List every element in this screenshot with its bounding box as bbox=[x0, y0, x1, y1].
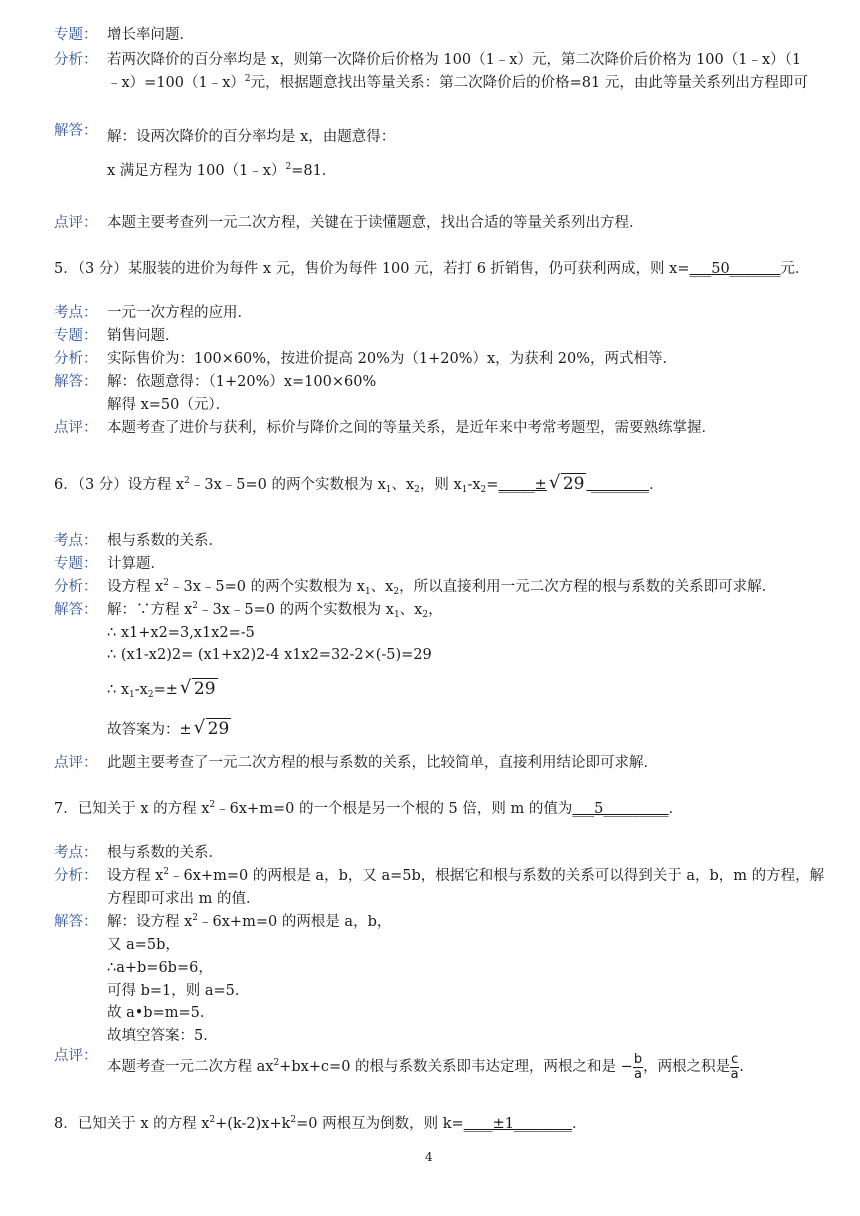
answer-blank: ____±1________ bbox=[463, 1116, 573, 1132]
solution-label: 解答： bbox=[54, 374, 98, 390]
analysis-line-2: 方程即可求出 m 的值． bbox=[107, 891, 261, 907]
solution-line-5: 故 a•b=m=5． bbox=[107, 1005, 215, 1021]
question-8: 8．已知关于 x 的方程 $x^2+(k-2)x+k^2=0$ 两根互为倒数，则 k=____±1________． bbox=[54, 1115, 587, 1132]
solution-label: 解答： bbox=[54, 123, 98, 139]
question-6: 6．（3 分）设方程 $x^2﹣3x﹣5=0$ 的两个实数根为 $x_1$、$x_2$，则 $x_1-x_2=\_\_\_\_\_\pm$ √ 29 ________． bbox=[54, 472, 664, 495]
topic-label: 专题： bbox=[54, 27, 98, 43]
question-5: 5．（3 分）某服装的进价为每件 x 元，售价为每件 100 元，若打 6 折销售，仍可获利两成，则 x=___50_______元． bbox=[54, 261, 810, 277]
point-text: 一元一次方程的应用． bbox=[107, 305, 252, 321]
solution-line-3: ∴ (x1-x2)2= (x1+x2)2-4 x1x2=32-2×(-5)=29 bbox=[107, 647, 432, 663]
solution-line-4: 可得 b=1，则 a=5． bbox=[107, 983, 250, 999]
comment-label: 点评： bbox=[54, 215, 98, 231]
topic-label: 专题： bbox=[54, 556, 98, 572]
analysis-label: 分析： bbox=[54, 579, 98, 595]
solution-line-5: 故答案为：± √ 29 bbox=[107, 717, 230, 739]
comment-label: 点评： bbox=[54, 755, 98, 771]
analysis-line-2: ﹣x）=100（1﹣x）$^2$元，根据题意找出等量关系：第二次降价后的价格=81 元，由此等量关系列出方程即可 bbox=[107, 74, 808, 91]
comment-text: 此题主要考查了一元二次方程的根与系数的关系，比较简单，直接利用结论即可求解． bbox=[107, 755, 658, 771]
comment-text: 本题考查一元二次方程 $ax^2+bx+c=0$ 的根与系数关系即韦达定理，两根之和是 − $\frac{b}{a}$ ，两根之积是 $\frac{c}{a}$ . bbox=[107, 1051, 744, 1082]
point-text: 根与系数的关系． bbox=[107, 845, 223, 861]
comment-text: 本题主要考查列一元二次方程，关键在于读懂题意，找出合适的等量关系列出方程． bbox=[107, 215, 644, 231]
solution-line-3: ∴a+b=6b=6， bbox=[107, 960, 213, 976]
answer-blank: ___5_________ bbox=[572, 801, 669, 817]
topic-text: 计算题． bbox=[107, 556, 165, 572]
solution-line-1: 解：设方程 $x^2﹣6x+m=0$ 的两根是 a，b， bbox=[107, 913, 392, 930]
analysis-line-1: 若两次降价的百分率均是 x，则第一次降价后价格为 100（1﹣x）元，第二次降价后价格为 100（1﹣x）（1 bbox=[107, 52, 802, 68]
topic-label: 专题： bbox=[54, 328, 98, 344]
answer-blank: ___50_______ bbox=[689, 261, 781, 277]
solution-line-2: x 满足方程为 100（1﹣x）$^2$=81． bbox=[107, 162, 337, 179]
analysis-text: 实际售价为：100×60%，按进价提高 20%为（1+20%）x，为获利 20%，两式相等． bbox=[107, 351, 678, 367]
solution-line-1: 解：依题意得：（1+20%）x=100×60% bbox=[107, 374, 377, 390]
solution-label: 解答： bbox=[54, 914, 98, 930]
point-label: 考点： bbox=[54, 845, 98, 861]
fraction-c-over-a: $\frac{c}{a}$ bbox=[730, 1051, 739, 1082]
page-number: 4 bbox=[425, 1150, 433, 1164]
solution-line-2: 又 a=5b， bbox=[107, 937, 180, 953]
comment-label: 点评： bbox=[54, 420, 98, 436]
solution-label: 解答： bbox=[54, 602, 98, 618]
solution-line-6: 故填空答案：5． bbox=[107, 1028, 218, 1044]
sqrt-symbol: √ 29 bbox=[193, 717, 230, 739]
point-label: 考点： bbox=[54, 533, 98, 549]
topic-text: 销售问题． bbox=[107, 328, 180, 344]
fraction-b-over-a: $\frac{b}{a}$ bbox=[633, 1051, 643, 1082]
solution-line-2: 解得 x=50（元）． bbox=[107, 397, 231, 413]
analysis-label: 分析： bbox=[54, 351, 98, 367]
comment-text: 本题考查了进价与获利，标价与降价之间的等量关系，是近年来中考常考题型，需要熟练掌握． bbox=[107, 420, 716, 436]
solution-line-4: ∴ $x_1-x_2=\pm$ √ 29 bbox=[107, 677, 216, 700]
comment-label: 点评： bbox=[54, 1048, 98, 1064]
analysis-text: 设方程 $x^2﹣3x﹣5=0$ 的两个实数根为 $x_1$、$x_2$，所以直接利用一元二次方程的根与系数的关系即可求解． bbox=[107, 578, 777, 597]
topic-text: 增长率问题． bbox=[107, 27, 194, 43]
point-label: 考点： bbox=[54, 305, 98, 321]
answer-blank: _____± bbox=[498, 477, 547, 493]
analysis-label: 分析： bbox=[54, 868, 98, 884]
question-7: 7．已知关于 x 的方程 $x^2﹣6x+m=0$ 的一个根是另一个根的 5 倍，则 m 的值为___5_________． bbox=[54, 800, 684, 817]
analysis-label: 分析： bbox=[54, 52, 98, 68]
sqrt-symbol: √ 29 bbox=[548, 472, 585, 494]
sqrt-symbol: √ 29 bbox=[179, 677, 216, 699]
analysis-line-1: 设方程 $x^2﹣6x+m=0$ 的两根是 a，b，又 a=5b，根据它和根与系数的关系可以得到关于 a，b，m 的方程，解 bbox=[107, 867, 825, 884]
solution-line-1: 解：设两次降价的百分率均是 x，由题意得： bbox=[107, 129, 396, 145]
solution-line-1: 解：∵方程 $x^2﹣3x﹣5=0$ 的两个实数根为 $x_1$、$x_2$， bbox=[107, 601, 443, 620]
solution-line-2: ∴ x1+x2=3,x1x2=-5 bbox=[107, 625, 255, 641]
point-text: 根与系数的关系． bbox=[107, 533, 223, 549]
